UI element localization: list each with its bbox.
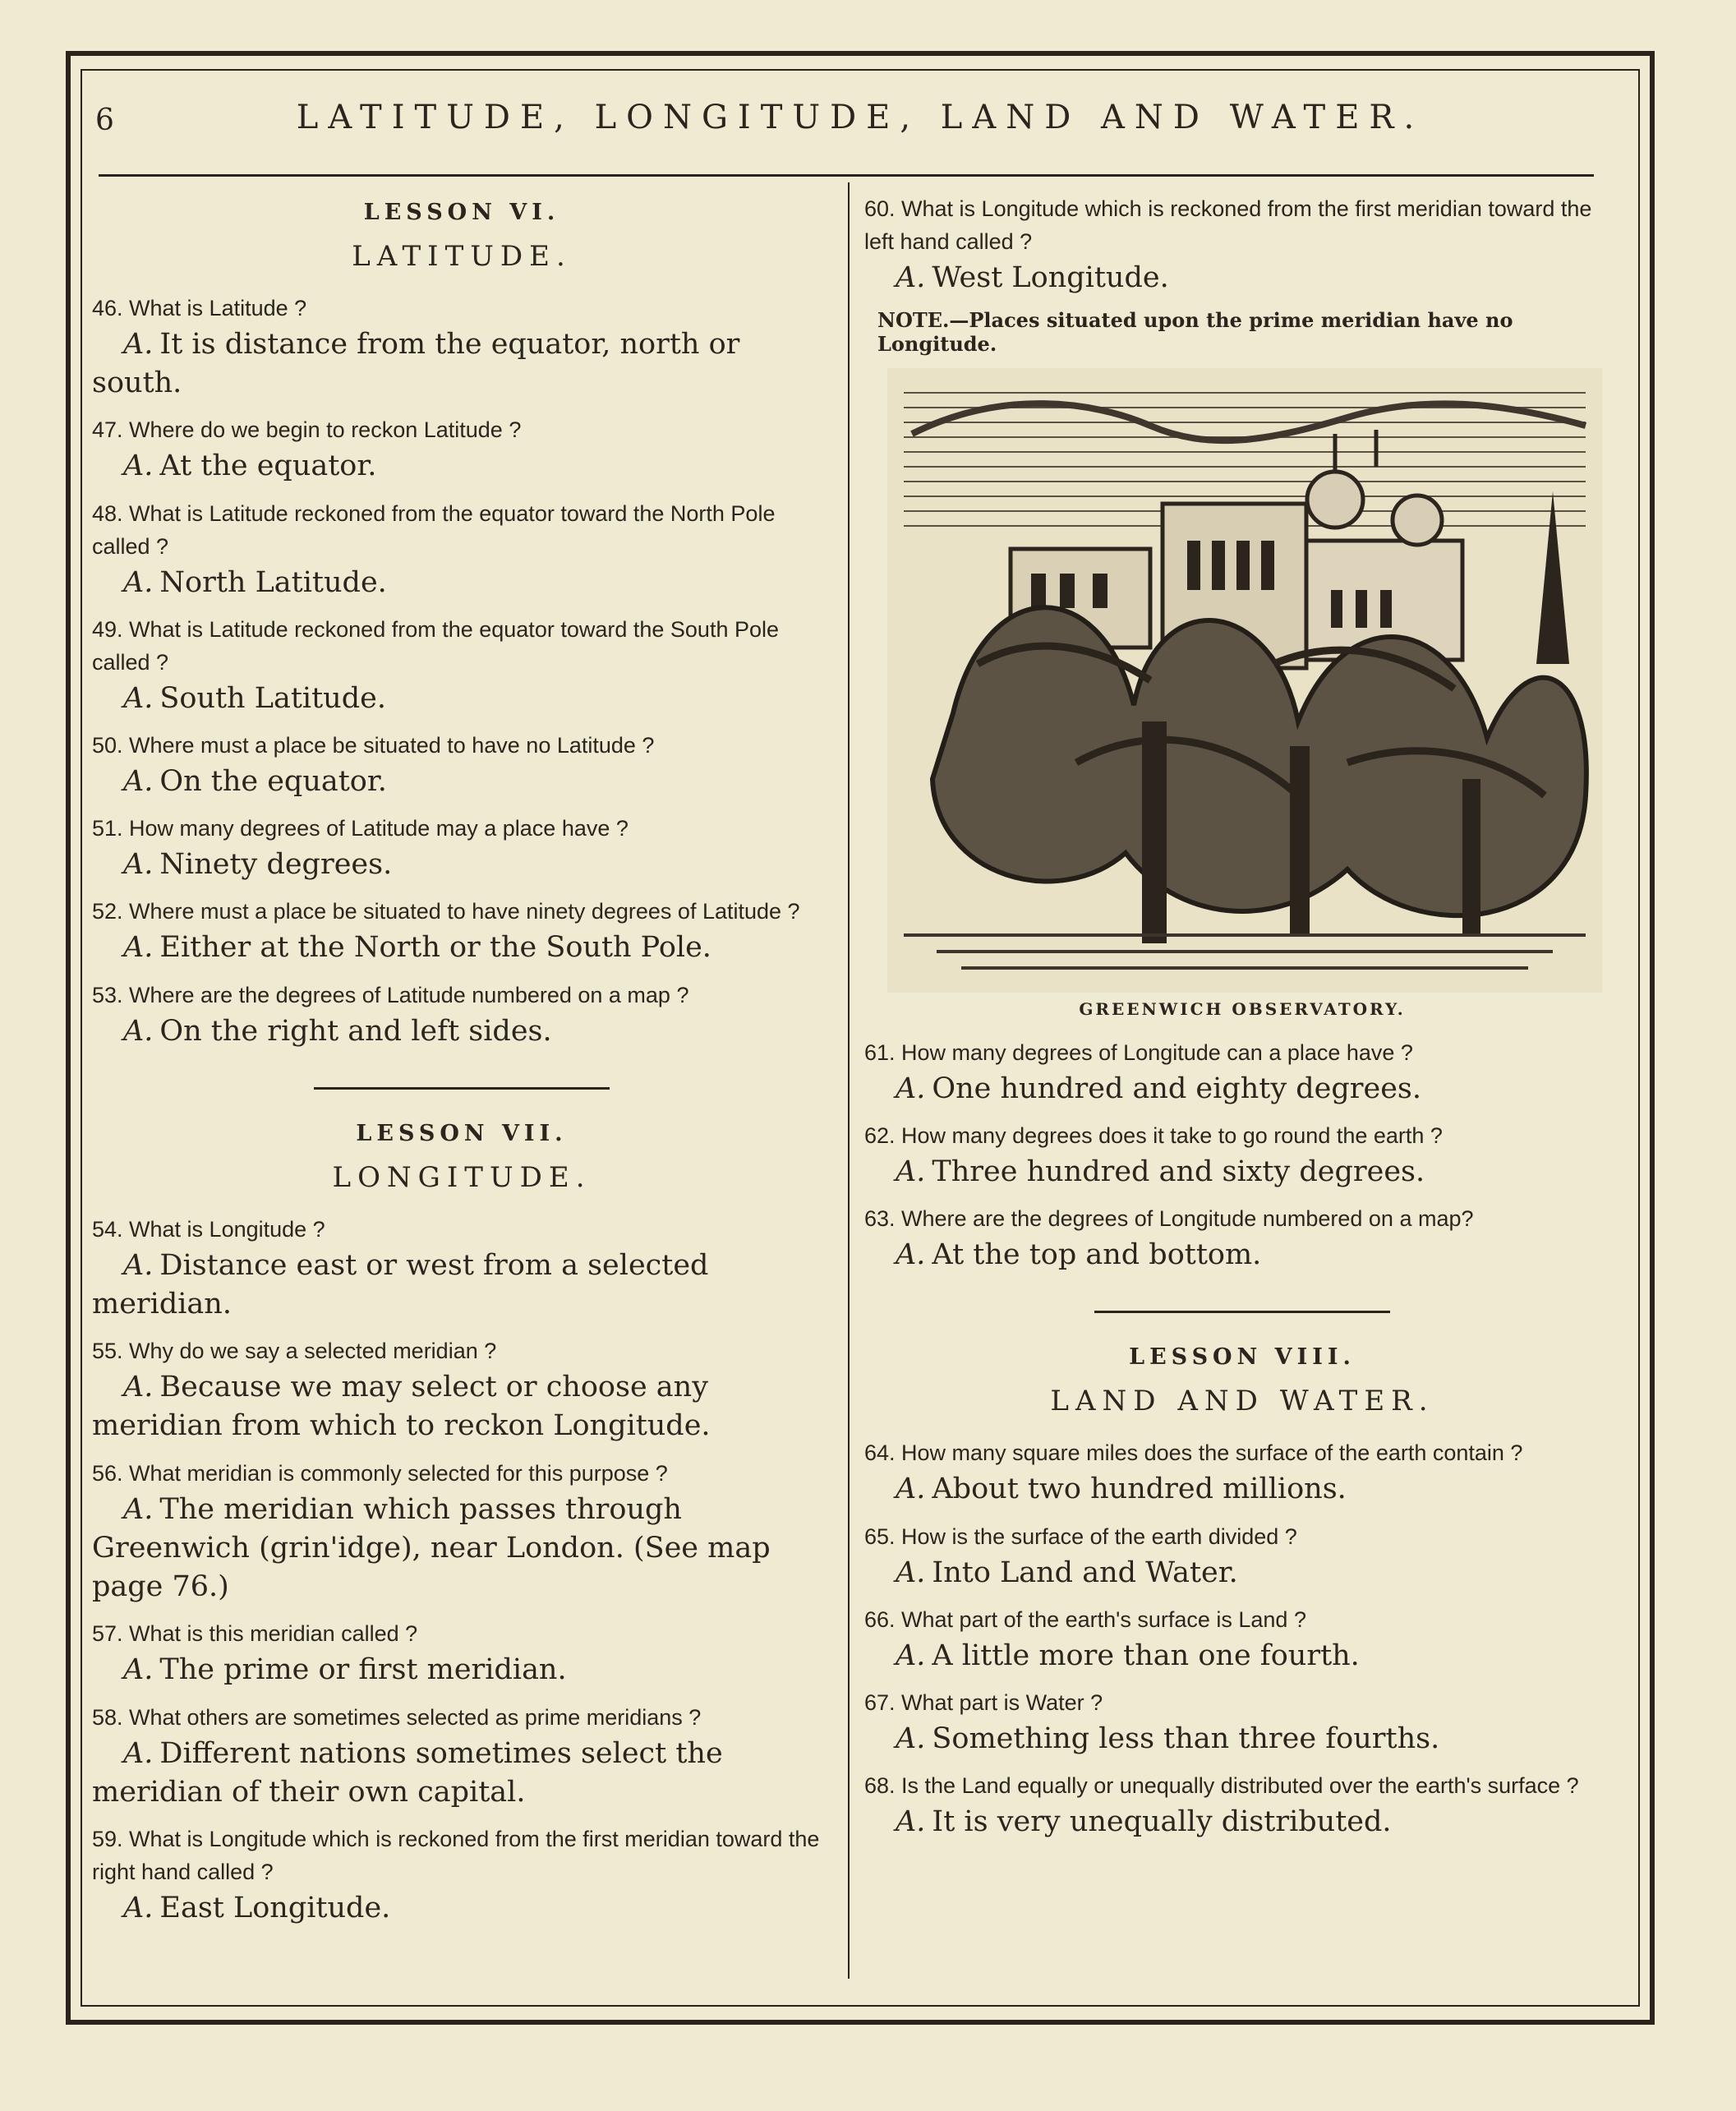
section-divider [1094, 1311, 1390, 1313]
answer-67 [864, 1720, 1620, 1758]
answer-66 [864, 1637, 1620, 1675]
answer-text: The prime or first meridian. [159, 1653, 567, 1687]
answer-63 [864, 1236, 1620, 1274]
header-rule [99, 174, 1594, 177]
latitude-topic: LATITUDE. [352, 240, 572, 273]
question-58: 58. What others are sometimes selected as prime meridians ? [92, 1704, 702, 1730]
illustration-caption: GREENWICH OBSERVATORY. [1079, 998, 1406, 1019]
answer-47 [92, 447, 831, 486]
answer-49 [92, 680, 831, 718]
answer-marker: A. [123, 681, 154, 715]
answer-text: Because we may select or choose any meridian from which to reckon Longitude. [92, 1371, 711, 1443]
answer-52 [92, 929, 831, 967]
answer-marker: A. [123, 565, 154, 599]
answer-59 [92, 1889, 831, 1928]
greenwich-observatory-illustration [887, 368, 1602, 993]
question-52: 52. Where must a place be situated to have ninety degrees of Latitude ? [92, 899, 800, 924]
answer-text: About two hundred millions. [932, 1473, 1347, 1506]
answer-marker: A. [123, 848, 154, 882]
answer-marker: A. [123, 327, 154, 361]
answer-text: On the equator. [159, 764, 387, 798]
answer-46 [92, 325, 831, 403]
question-67: 67. What part is Water ? [864, 1689, 1103, 1715]
answer-text: It is distance from the equator, north or south. [92, 327, 740, 400]
answer-61 [864, 1070, 1620, 1109]
section-divider [314, 1087, 610, 1090]
question-46: 46. What is Latitude ? [92, 296, 307, 320]
answer-marker: A. [123, 1891, 154, 1924]
question-55: 55. Why do we say a selected meridian ? [92, 1339, 497, 1364]
question-61: 61. How many degrees of Longitude can a place have ? [864, 1039, 1413, 1065]
answer-text: Ninety degrees. [159, 848, 393, 882]
answer-marker: A. [123, 931, 154, 965]
answer-marker: A. [896, 1556, 926, 1589]
answer-marker: A. [896, 260, 926, 294]
running-title: LATITUDE, LONGITUDE, LAND AND WATER. [296, 99, 1425, 136]
question-66: 66. What part of the earth's surface is Land ? [864, 1606, 1306, 1632]
answer-marker: A. [123, 1653, 154, 1687]
question-56: 56. What meridian is commonly selected for this purpose ? [92, 1460, 668, 1486]
question-50: 50. Where must a place be situated to have no Latitude ? [92, 732, 655, 758]
question-54: 54. What is Longitude ? [92, 1216, 325, 1242]
question-60: 60. What is Longitude which is reckoned from the first meridian toward the left hand called ? [864, 196, 1592, 254]
lesson-vi-title: LESSON VI. [363, 200, 560, 225]
answer-marker: A. [123, 1492, 154, 1526]
left-column [92, 193, 831, 1939]
answer-text: Three hundred and sixty degrees. [932, 1155, 1425, 1188]
answer-text: At the top and bottom. [932, 1238, 1262, 1272]
answer-text: A little more than one fourth. [932, 1639, 1360, 1672]
observatory-engraving [887, 368, 1602, 993]
answer-marker: A. [123, 449, 154, 483]
answer-text: It is very unequally distributed. [932, 1805, 1392, 1839]
answer-marker: A. [123, 1371, 154, 1404]
longitude-topic: LONGITUDE. [332, 1160, 592, 1194]
answer-58 [92, 1735, 831, 1813]
question-57: 57. What is this meridian called ? [92, 1621, 418, 1647]
answer-65 [864, 1554, 1620, 1592]
question-65: 65. How is the surface of the earth divided ? [864, 1523, 1297, 1549]
question-51: 51. How many degrees of Latitude may a place have ? [92, 816, 629, 841]
answer-marker: A. [896, 1072, 926, 1105]
answer-text: Different nations sometimes select the meridian of their own capital. [92, 1736, 723, 1809]
answer-text: Distance east or west from a selected meridian. [92, 1248, 709, 1321]
answer-marker: A. [123, 1014, 154, 1048]
answer-text: North Latitude. [159, 565, 387, 599]
lesson-vii-title: LESSON VII. [356, 1120, 568, 1146]
answer-56 [92, 1491, 831, 1607]
answer-53 [92, 1012, 831, 1051]
answer-marker: A. [896, 1155, 926, 1188]
answer-marker: A. [123, 764, 154, 798]
answer-48 [92, 564, 831, 602]
answer-68 [864, 1803, 1620, 1841]
answer-text: One hundred and eighty degrees. [932, 1072, 1422, 1105]
lesson-viii-title: LESSON VIII. [1129, 1344, 1356, 1371]
right-column [864, 193, 1620, 1853]
question-64: 64. How many square miles does the surface of the earth contain ? [864, 1440, 1523, 1466]
answer-text: South Latitude. [159, 681, 386, 715]
land-water-topic: LAND AND WATER. [1050, 1385, 1434, 1418]
answer-51 [92, 846, 831, 884]
answer-marker: A. [896, 1722, 926, 1755]
answer-text: East Longitude. [159, 1891, 391, 1924]
question-49: 49. What is Latitude reckoned from the equator toward the South Pole called ? [92, 616, 779, 675]
answer-60 [864, 259, 1620, 297]
answer-62 [864, 1153, 1620, 1191]
answer-text: West Longitude. [932, 260, 1169, 294]
page-number: 6 [95, 104, 114, 137]
answer-55 [92, 1368, 831, 1446]
column-rule [848, 182, 850, 1979]
question-59: 59. What is Longitude which is reckoned from the first meridian toward the right hand called ? [92, 1827, 820, 1884]
answer-text: The meridian which passes through Greenwich (grin'idge), near London. (See map page 76.) [92, 1492, 771, 1604]
question-47: 47. Where do we begin to reckon Latitude ? [92, 417, 522, 443]
answer-marker: A. [123, 1736, 154, 1770]
question-53: 53. Where are the degrees of Latitude numbered on a map ? [92, 982, 689, 1007]
answer-50 [92, 763, 831, 801]
page-header [81, 90, 1640, 156]
answer-text: On the right and left sides. [159, 1014, 552, 1048]
prime-meridian-note: NOTE.—Places situated upon the prime meridian have no Longitude. [877, 308, 1513, 356]
question-63: 63. Where are the degrees of Longitude numbered on a map? [864, 1206, 1474, 1232]
answer-marker: A. [896, 1473, 926, 1506]
answer-text: Either at the North or the South Pole. [159, 931, 711, 965]
answer-57 [92, 1651, 831, 1689]
answer-54 [92, 1247, 831, 1325]
answer-marker: A. [896, 1805, 926, 1839]
answer-64 [864, 1470, 1620, 1509]
question-48: 48. What is Latitude reckoned from the equator toward the North Pole called ? [92, 500, 776, 559]
answer-marker: A. [123, 1248, 154, 1282]
answer-marker: A. [896, 1639, 926, 1672]
answer-text: Into Land and Water. [932, 1556, 1238, 1589]
answer-text: At the equator. [159, 449, 377, 483]
question-62: 62. How many degrees does it take to go round the earth ? [864, 1122, 1443, 1148]
answer-text: Something less than three fourths. [932, 1722, 1440, 1755]
answer-marker: A. [896, 1238, 926, 1272]
question-68: 68. Is the Land equally or unequally distributed over the earth's surface ? [864, 1773, 1579, 1799]
